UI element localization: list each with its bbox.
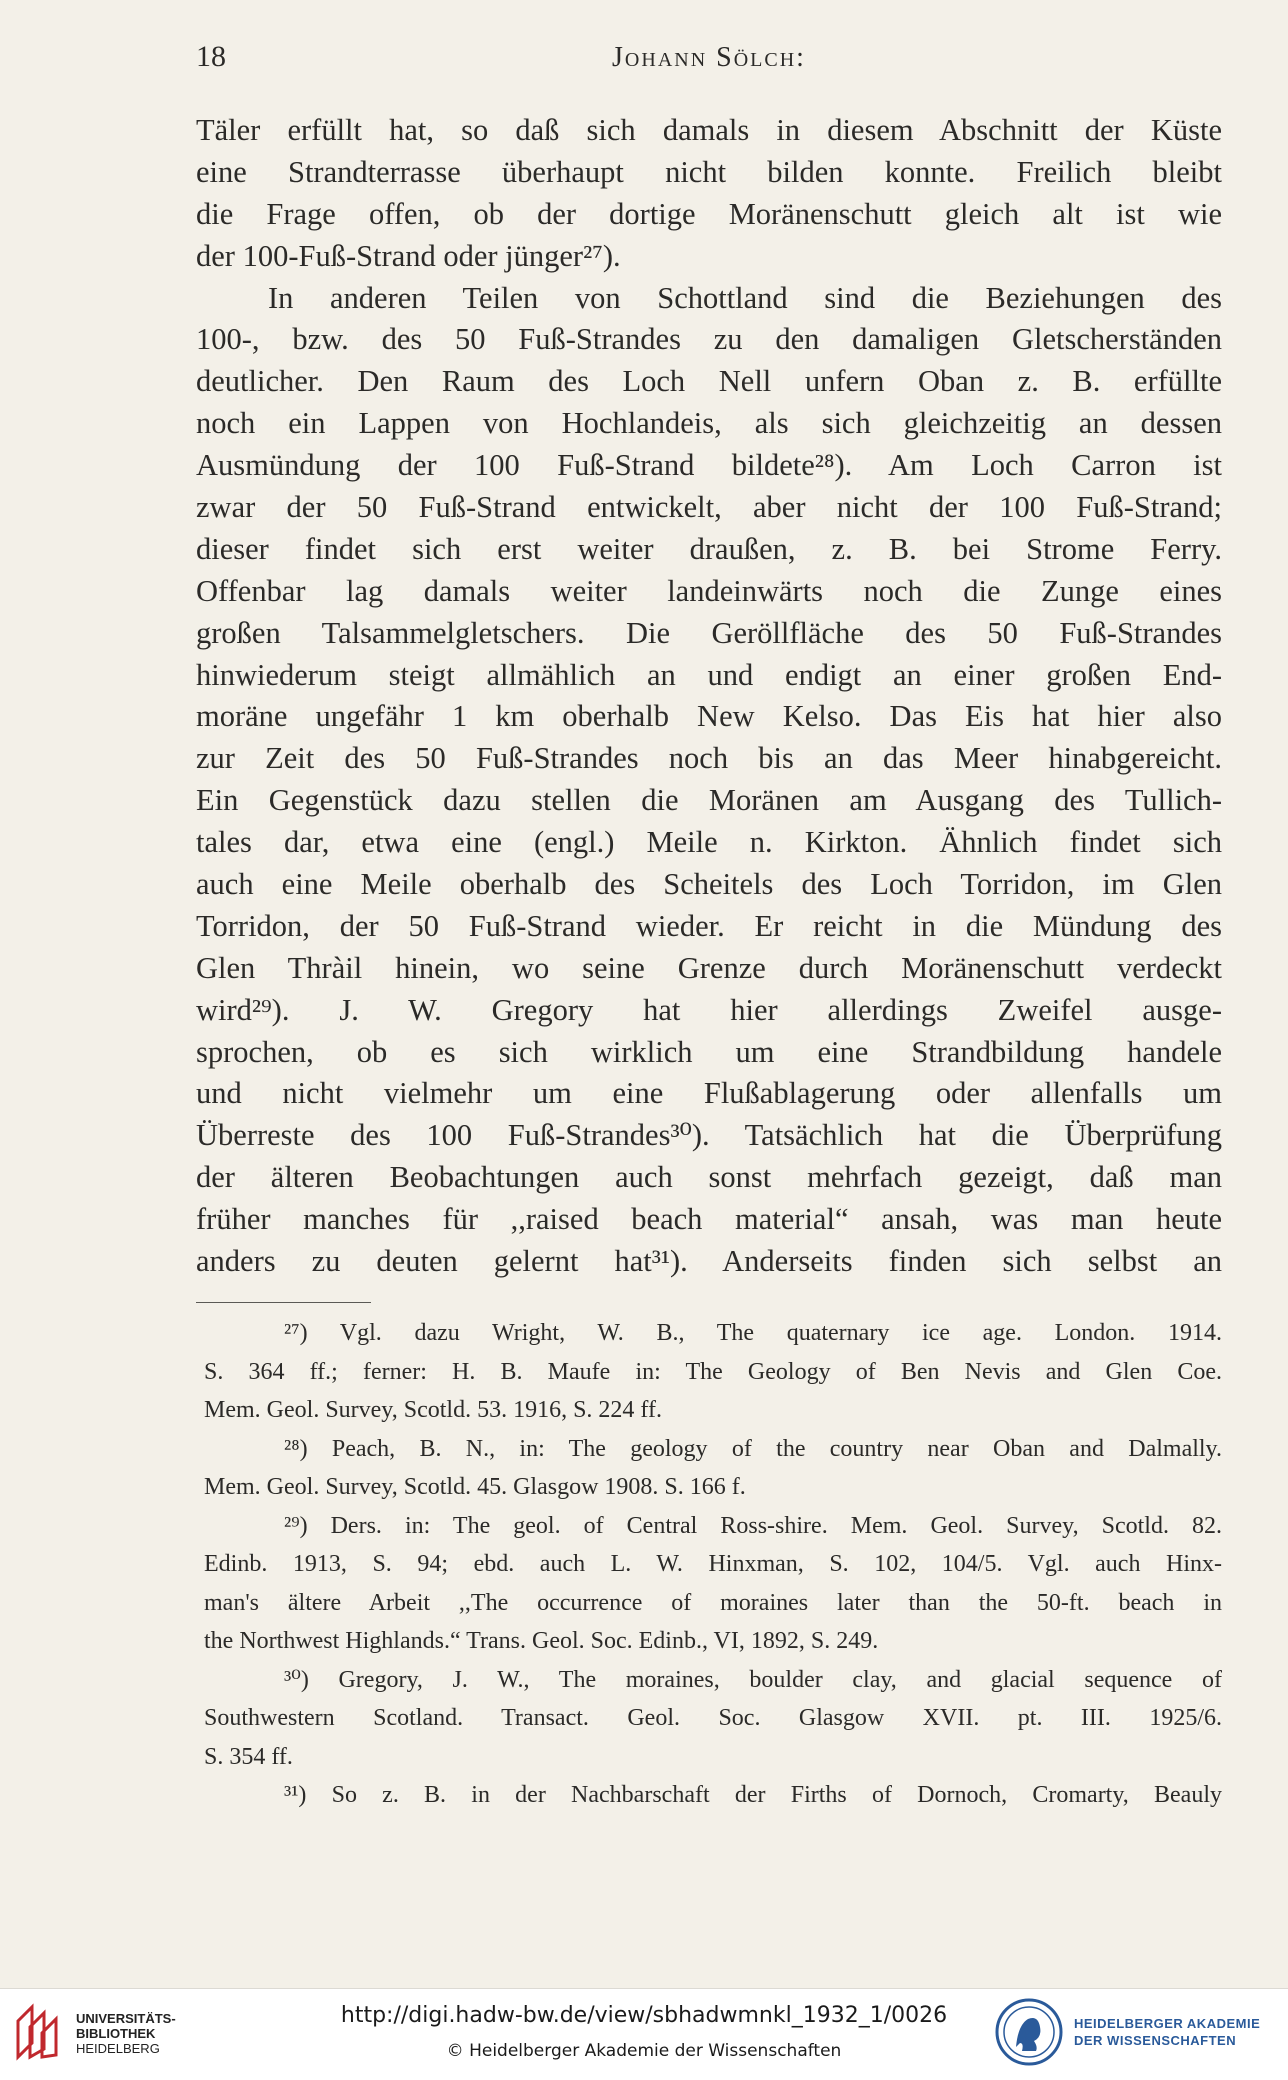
footnote-line: Mem. Geol. Survey, Scotld. 45. Glasgow 1908. S. 166 f. — [204, 1474, 746, 1500]
library-line: UNIVERSITÄTS- — [76, 2011, 176, 2026]
body-line: Glen Thràil hinein, wo seine Grenze durch Moränenschutt verdeckt — [196, 950, 1222, 985]
footnote-line: Edinb. 1913, S. 94; ebd. auch L. W. Hinxman, S. 102, 104/5. Vgl. auch Hinx- — [204, 1551, 1222, 1577]
body-line: anders zu deuten gelernt hat³¹). Anderseits finden sich selbst an — [196, 1244, 1222, 1279]
body-line: großen Talsammelgletschers. Die Geröllfläche des 50 Fuß-Strandes — [196, 615, 1222, 650]
footnote-line: ³⁰) Gregory, J. W., The moraines, boulder clay, and glacial sequence of — [284, 1666, 1222, 1693]
permalink-url[interactable]: http://digi.hadw-bw.de/view/sbhadwmnkl_1932_1/0026 — [340, 2003, 948, 2028]
copyright-notice: © Heidelberger Akademie der Wissenschaften — [446, 2041, 842, 2061]
body-line: noch ein Lappen von Hochlandeis, als sich gleichzeitig an dessen — [196, 406, 1222, 441]
body-line: 100-, bzw. des 50 Fuß-Strandes zu den damaligen Gletscherständen — [196, 322, 1222, 357]
body-line: Ein Gegenstück dazu stellen die Moränen am Ausgang des Tullich- — [196, 783, 1222, 818]
body-line: Ausmündung der 100 Fuß-Strand bildete²⁸). Am Loch Carron ist — [196, 448, 1222, 483]
body-line: wird²⁹). J. W. Gregory hat hier allerdings Zweifel ausge- — [196, 992, 1222, 1027]
body-line: der 100-Fuß-Strand oder jünger²⁷). — [196, 238, 621, 273]
footnote-line: S. 364 ff.; ferner: H. B. Maufe in: The Geology of Ben Nevis and Glen Coe. — [204, 1358, 1222, 1385]
academy-name — [1074, 2015, 1260, 2049]
body-line: die Frage offen, ob der dortige Moränenschutt gleich alt ist wie — [196, 196, 1222, 231]
academy-line: HEIDELBERGER AKADEMIE — [1074, 2016, 1261, 2031]
body-line: der älteren Beobachtungen auch sonst mehrfach gezeigt, daß man — [196, 1160, 1222, 1195]
body-line: Torridon, der 50 Fuß-Strand wieder. Er reicht in die Mündung des — [196, 908, 1222, 943]
body-line: Überreste des 100 Fuß-Strandes³⁰). Tatsächlich hat die Überprüfung — [196, 1118, 1222, 1153]
footnote-line: the Northwest Highlands.“ Trans. Geol. Soc. Edinb., VI, 1892, S. 249. — [204, 1628, 879, 1654]
footnote-line: ²⁷) Vgl. dazu Wright, W. B., The quaternary ice age. London. 1914. — [284, 1320, 1222, 1346]
body-line: auch eine Meile oberhalb des Scheitels des Loch Torridon, im Glen — [196, 867, 1222, 902]
body-line: zur Zeit des 50 Fuß-Strandes noch bis an das Meer hinabgereicht. — [196, 741, 1222, 776]
body-line: früher manches für ,,raised beach material“ ansah, was man heute — [196, 1202, 1222, 1237]
footnote-line: Southwestern Scotland. Transact. Geol. Soc. Glasgow XVII. pt. III. 1925/6. — [204, 1705, 1222, 1731]
body-line: zwar der 50 Fuß-Strand entwickelt, aber nicht der 100 Fuß-Strand; — [196, 490, 1222, 525]
footnote-line: ²⁹) Ders. in: The geol. of Central Ross-shire. Mem. Geol. Survey, Scotld. 82. — [284, 1512, 1222, 1539]
footnote-line: man's ältere Arbeit ,,The occurrence of moraines later than the 50-ft. beach in — [204, 1589, 1222, 1616]
body-line: und nicht vielmehr um eine Flußablagerung oder allenfalls um — [196, 1076, 1222, 1111]
running-head: Johann Sölch: — [612, 42, 806, 73]
body-line: hinwiederum steigt allmählich an und endigt an einer großen End- — [196, 657, 1222, 692]
body-line: Offenbar lag damals weiter landeinwärts noch die Zunge eines — [196, 573, 1222, 608]
footnote-separator — [196, 1302, 371, 1303]
library-line: HEIDELBERG — [76, 2041, 160, 2056]
viewer-footer — [0, 1988, 1288, 2080]
page-number: 18 — [196, 40, 226, 73]
footnote-line: S. 354 ff. — [204, 1743, 293, 1770]
footnote-line: ²⁸) Peach, B. N., in: The geology of the country near Oban and Dalmally. — [284, 1435, 1222, 1462]
body-line: sprochen, ob es sich wirklich um eine Strandbildung handele — [196, 1034, 1222, 1069]
academy-line: DER WISSENSCHAFTEN — [1074, 2033, 1237, 2048]
footnotes — [204, 1314, 1222, 1815]
body-line: tales dar, etwa eine (engl.) Meile n. Kirkton. Ähnlich findet sich — [196, 825, 1222, 860]
body-line: eine Strandterrasse überhaupt nicht bilden konnte. Freilich bleibt — [196, 154, 1222, 189]
footnote-line: Mem. Geol. Survey, Scotld. 53. 1916, S. 224 ff. — [204, 1397, 662, 1423]
hadw-seal-logo-icon[interactable] — [994, 1997, 1064, 2067]
library-line: BIBLIOTHEK — [76, 2026, 156, 2041]
page-header — [196, 40, 1222, 80]
body-line: dieser findet sich erst weiter draußen, z. B. bei Strome Ferry. — [196, 531, 1222, 566]
body-line: In anderen Teilen von Schottland sind die Beziehungen des — [268, 280, 1222, 315]
body-line: Täler erfüllt hat, so daß sich damals in diesem Abschnitt der Küste — [196, 113, 1222, 147]
body-line: moräne ungefähr 1 km oberhalb New Kelso. Das Eis hat hier also — [196, 699, 1222, 734]
footnote-line: ³¹) So z. B. in der Nachbarschaft der Firths of Dornoch, Cromarty, Beauly — [284, 1782, 1222, 1808]
body-text — [196, 110, 1222, 1283]
body-line: deutlicher. Den Raum des Loch Nell unfern Oban z. B. erfüllte — [196, 364, 1222, 399]
